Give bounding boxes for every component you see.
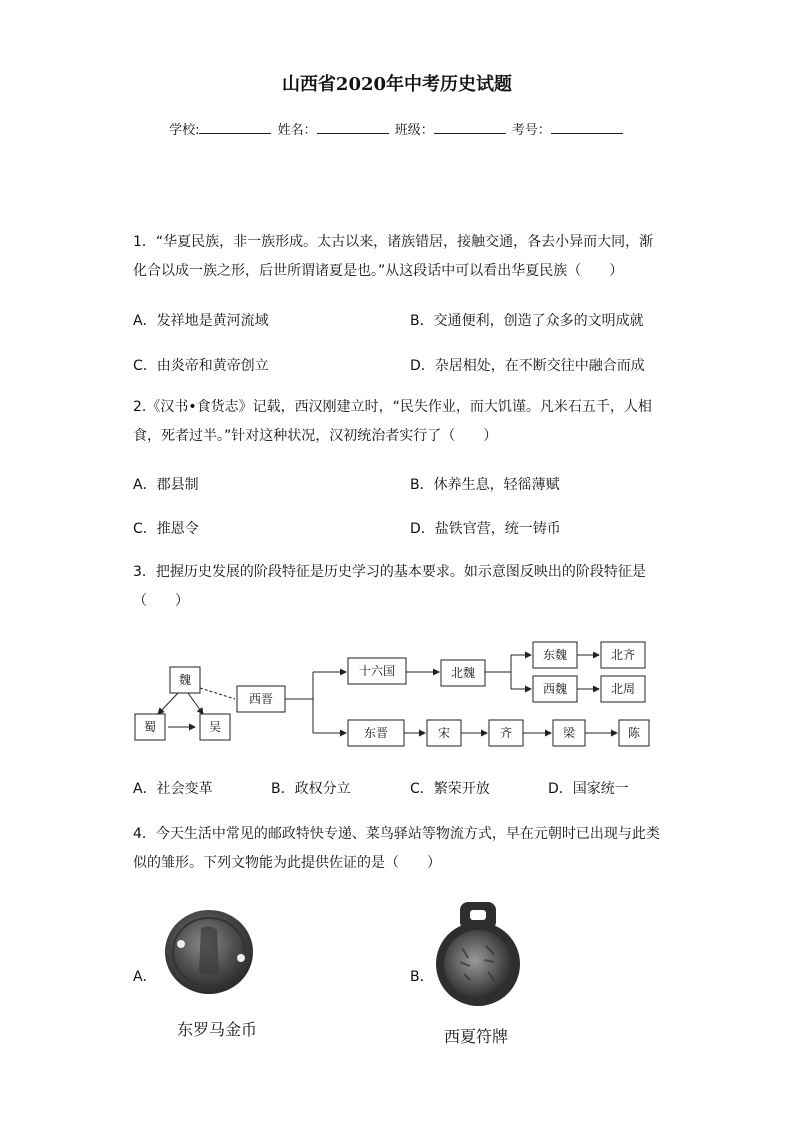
question-3-option-d: D．国家统一: [548, 781, 629, 797]
question-2-stem: [133, 393, 663, 451]
label-liang: 梁: [562, 726, 576, 740]
question-4-option-b: B．: [410, 969, 434, 985]
question-1-line1: 1．“华夏民族，非一族形成。太古以来，诸族错居，接触交通，各去小异而大同，渐: [133, 234, 654, 250]
question-3-line2: （ ）: [133, 593, 189, 609]
question-3-option-b: B．政权分立: [271, 781, 351, 797]
question-2-option-a: A．郡县制: [133, 477, 199, 493]
question-2-option-c: C．推恩令: [133, 521, 199, 537]
question-2-option-d: D．盐铁官营，统一铸币: [410, 521, 561, 537]
exam-no-blank: [551, 121, 623, 134]
byzantine-coin-image: [163, 906, 255, 998]
question-1-option-c: C．由炎帝和黄帝创立: [133, 358, 269, 374]
student-info: [0, 119, 794, 138]
label-shiliuguo: 十六国: [358, 664, 396, 678]
xixia-tally-image: [432, 900, 524, 1008]
question-4-stem: [133, 820, 663, 878]
label-beiwei: 北魏: [450, 666, 476, 680]
question-1-line2: 化合以成一族之形，后世所谓诸夏是也。”从这段话中可以看出华夏民族（ ）: [133, 263, 624, 279]
question-3-option-c: C．繁荣开放: [410, 781, 490, 797]
caption-xixia-tally: 西夏符牌: [444, 1027, 509, 1046]
question-1-option-d: D．杂居相处，在不断交往中融合而成: [410, 358, 645, 374]
question-4-line1: 4．今天生活中常见的邮政特快专递、菜鸟驿站等物流方式，早在元朝时已出现与此类: [133, 826, 660, 842]
label-xijin: 西晋: [248, 692, 274, 706]
label-beizhou: 北周: [610, 682, 636, 696]
label-wei: 魏: [178, 673, 192, 687]
label-chen: 陈: [627, 726, 641, 740]
question-4-option-a: A．: [133, 969, 157, 985]
question-3-stem: [133, 558, 663, 616]
label-song: 宋: [437, 726, 451, 740]
name-label: 姓名：: [277, 123, 317, 138]
school-blank: [199, 121, 271, 134]
school-label: 学校:: [169, 123, 200, 138]
question-4-line2: 似的雏形。下列文物能为此提供佐证的是（ ）: [133, 855, 441, 871]
question-2-line1: 2.《汉书•食货志》记载，西汉刚建立时，“民失作业，而大饥谨。凡米石五千，人相: [133, 399, 652, 415]
dynasty-diagram: [133, 636, 653, 752]
label-shu: 蜀: [143, 720, 157, 734]
label-qi: 齐: [499, 726, 513, 740]
page-title: 山西省2020年中考历史试题: [281, 74, 513, 95]
question-2-line2: 食，死者过半。”针对这种状况，汉初统治者实行了（ ）: [133, 428, 498, 444]
class-label: 班级：: [394, 123, 434, 138]
label-dongjin: 东晋: [363, 726, 389, 740]
question-3-line1: 3．把握历史发展的阶段特征是历史学习的基本要求。如示意图反映出的阶段特征是: [133, 564, 646, 580]
label-dongwei: 东魏: [542, 648, 568, 662]
exam-no-label: 考号：: [511, 123, 551, 138]
question-1-stem: [133, 228, 663, 286]
class-blank: [434, 121, 506, 134]
question-1-option-b: B．交通便利，创造了众多的文明成就: [410, 313, 644, 329]
name-blank: [317, 121, 389, 134]
label-beiqi: 北齐: [610, 648, 636, 662]
question-2-option-b: B．休养生息，轻徭薄赋: [410, 477, 560, 493]
label-xiwei: 西魏: [542, 682, 568, 696]
label-wu: 吴: [208, 720, 222, 734]
question-1-option-a: A．发祥地是黄河流域: [133, 313, 269, 329]
caption-byzantine-coin: 东罗马金币: [177, 1020, 258, 1039]
question-3-option-a: A．社会变革: [133, 781, 213, 797]
